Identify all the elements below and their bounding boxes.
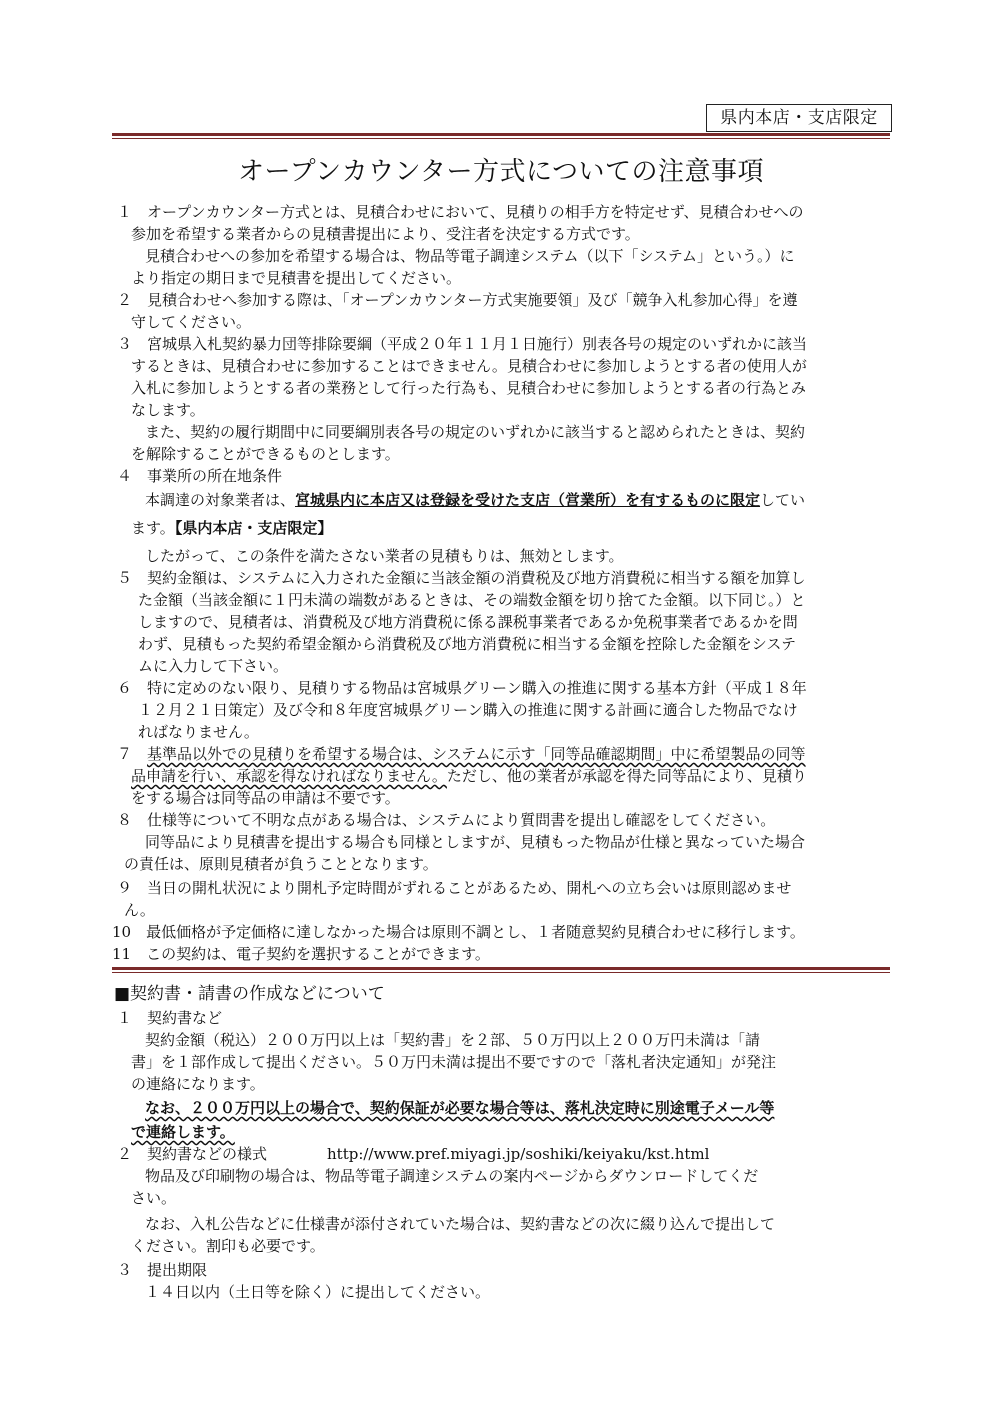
text-line bbox=[117, 1008, 222, 1028]
text-segment: 守してください。 bbox=[131, 313, 252, 331]
emphasized-text: 基準品以外での見積りを希望する場合は、システムに示す「同等品確認期間」中に希望製品の同等 bbox=[147, 745, 806, 763]
text-segment: ただし、他の業者が承認を得た同等品により、見積り bbox=[446, 767, 807, 785]
text-segment: 物品及び印刷物の場合は、物品等電子調達システムの案内ページからダウンロードしてくだ bbox=[145, 1167, 759, 1185]
text-segment: の連絡になります。 bbox=[131, 1075, 265, 1093]
text-segment: したがって、この条件を満たさない業者の見積もりは、無効とします。 bbox=[145, 547, 624, 565]
text-line bbox=[117, 202, 804, 222]
text-segment: の責任は、原則見積者が負うこととなります。 bbox=[124, 855, 438, 873]
text-line bbox=[117, 810, 775, 830]
text-line bbox=[117, 466, 282, 486]
text-segment: １２月２１日策定）及び令和８年度宮城県グリーン購入の推進に関する計画に適合した物品でなけ bbox=[138, 701, 798, 719]
text-segment: 見積合わせへの参加を希望する場合は、物品等電子調達システム（以下「システム」という。）に bbox=[145, 247, 795, 265]
text-line bbox=[131, 1236, 325, 1256]
text-line bbox=[117, 568, 806, 588]
emphasized-text: 品申請を行い、承認を得なければなりません。 bbox=[131, 767, 447, 785]
text-segment: より指定の期日まで見積書を提出してください。 bbox=[131, 269, 462, 287]
section-rule bbox=[112, 967, 890, 973]
text-line bbox=[145, 546, 624, 566]
text-segment: た金額（当該金額に１円未満の端数があるときは、その端数金額を切り捨てた金額。以下同じ。）と bbox=[138, 591, 806, 609]
text-segment: をする場合は同等品の申請は不要です。 bbox=[131, 789, 400, 807]
text-segment: ３ 提出期限 bbox=[117, 1261, 208, 1279]
text-line bbox=[131, 312, 251, 332]
text-line bbox=[145, 1166, 758, 1186]
text-segment: ９ 当日の開札状況により開札予定時間がずれることがあるため、開札への立ち会いは原則認めませ bbox=[117, 879, 792, 897]
text-line bbox=[131, 378, 806, 398]
text-line bbox=[117, 678, 807, 698]
text-segment: ください。割印も必要です。 bbox=[131, 1237, 325, 1255]
page-title: オープンカウンター方式についての注意事項 bbox=[237, 157, 765, 187]
text-line bbox=[131, 1122, 235, 1142]
text-segment: 契約金額（税込）２００万円以上は「契約書」を２部、５０万円以上２００万円未満は「請 bbox=[145, 1031, 761, 1049]
text-segment: 同等品により見積書を提出する場合も同様としますが、見積もった物品が仕様と異なっていた場合 bbox=[145, 833, 806, 851]
text-segment: ２ 見積合わせへ参加する際は、「オープンカウンター方式実施要領」及び「競争入札参加心得」を遵 bbox=[117, 291, 798, 309]
text-line bbox=[131, 444, 400, 464]
text-line bbox=[131, 224, 640, 244]
section-heading bbox=[114, 984, 385, 1004]
region-restriction-tag: 県内本店・支店限定 bbox=[706, 104, 892, 132]
text-segment: ます。 bbox=[131, 519, 175, 537]
text-line bbox=[117, 334, 807, 354]
header-rule bbox=[112, 133, 890, 139]
text-line bbox=[131, 766, 807, 786]
text-segment: わず、見積もった契約希望金額から消費税及び地方消費税に相当する金額を控除した金額をシステ bbox=[138, 635, 797, 653]
text-segment: 11 この契約は、電子契約を選択することができます。 bbox=[112, 945, 490, 963]
text-line bbox=[145, 246, 795, 266]
text-line bbox=[138, 634, 796, 654]
text-line bbox=[145, 1282, 490, 1302]
text-segment: ２ 契約書などの様式 http://www.pref.miyagi.jp/soshiki/keiyaku/kst.html bbox=[117, 1145, 710, 1163]
text-line bbox=[117, 290, 798, 310]
text-line bbox=[124, 900, 155, 920]
text-line bbox=[131, 788, 400, 808]
text-segment: 入札に参加しようとする者の業務として行った行為も、見積合わせに参加しようとする者の行為とみ bbox=[131, 379, 807, 397]
text-segment: １ 契約書など bbox=[117, 1009, 223, 1027]
emphasized-text: なお、２００万円以上の場合で、契約保証が必要な場合等は、落札決定時に別途電子メール等 bbox=[145, 1099, 775, 1117]
text-segment: ５ 契約金額は、システムに入力された金額に当該金額の消費税及び地方消費税に相当する額を加算し bbox=[117, 569, 806, 587]
text-segment: ３ 宮城県入札契約暴力団等排除要綱（平成２０年１１月１日施行）別表各号の規定のいずれかに該当 bbox=[117, 335, 808, 353]
text-segment: １ オープンカウンター方式とは、見積合わせにおいて、見積りの相手方を特定せず、見積合わせへの bbox=[117, 203, 804, 221]
text-segment: １４日以内（土日等を除く）に提出してください。 bbox=[145, 1283, 491, 1301]
text-segment: また、契約の履行期間中に同要綱別表各号の規定のいずれかに該当すると認められたときは、契約 bbox=[145, 423, 806, 441]
text-segment: 参加を希望する業者からの見積書提出により、受注者を決定する方式です。 bbox=[131, 225, 640, 243]
text-line bbox=[138, 612, 798, 632]
text-segment: 本調達の対象業者は、 bbox=[145, 491, 296, 509]
text-line bbox=[145, 1098, 774, 1118]
text-line bbox=[112, 944, 490, 964]
text-line bbox=[145, 832, 805, 852]
text-line bbox=[117, 744, 806, 764]
text-segment: ムに入力して下さい。 bbox=[138, 657, 289, 675]
text-segment: なします。 bbox=[131, 401, 205, 419]
text-line bbox=[131, 400, 205, 420]
text-segment: するときは、見積合わせに参加することはできません。見積合わせに参加しようとする者の使用人が bbox=[131, 357, 807, 375]
text-segment: しますので、見積者は、消費税及び地方消費税に係る課税事業者であるか免税事業者であるかを問 bbox=[138, 613, 798, 631]
emphasized-text: 【県内本店・支店限定】 bbox=[174, 519, 333, 537]
text-segment: ればなりません。 bbox=[138, 723, 259, 741]
text-line bbox=[117, 1144, 709, 1164]
text-line bbox=[131, 1188, 176, 1208]
text-segment: ７ bbox=[117, 745, 148, 763]
text-line bbox=[124, 854, 438, 874]
text-line bbox=[145, 422, 805, 442]
text-segment: ４ 事業所の所在地条件 bbox=[117, 467, 283, 485]
text-segment: ■契約書・請書の作成などについて bbox=[114, 984, 385, 1004]
text-line bbox=[131, 1052, 776, 1072]
text-line bbox=[138, 590, 806, 610]
text-line bbox=[145, 1030, 760, 1050]
text-segment: を解除することができるものとします。 bbox=[131, 445, 400, 463]
text-line bbox=[117, 1260, 207, 1280]
emphasized-text: 宮城県内に本店又は登録を受けた支店（営業所）を有するものに限定 bbox=[295, 491, 761, 509]
text-segment: 書」を１部作成して提出ください。５０万円未満は提出不要ですので「落札者決定通知」が発注 bbox=[131, 1053, 777, 1071]
text-line bbox=[138, 700, 798, 720]
text-segment: ８ 仕様等について不明な点がある場合は、システムにより質問書を提出し確認をしてください。 bbox=[117, 811, 776, 829]
emphasized-text: で連絡します。 bbox=[131, 1123, 235, 1141]
text-segment: してい bbox=[760, 491, 806, 509]
text-line bbox=[131, 268, 461, 288]
text-segment: ６ 特に定めのない限り、見積りする物品は宮城県グリーン購入の推進に関する基本方針（平成１８年 bbox=[117, 679, 807, 697]
text-segment: 10 最低価格が予定価格に達しなかった場合は原則不調とし、１者随意契約見積合わせに移行します。 bbox=[112, 923, 805, 941]
text-segment: さい。 bbox=[131, 1189, 177, 1207]
text-line bbox=[145, 490, 805, 510]
text-line bbox=[131, 518, 332, 538]
text-segment: ん。 bbox=[124, 901, 155, 919]
text-line bbox=[112, 922, 805, 942]
text-line bbox=[138, 722, 259, 742]
text-line bbox=[131, 356, 807, 376]
text-line bbox=[131, 1074, 265, 1094]
text-line bbox=[138, 656, 288, 676]
text-line bbox=[145, 1214, 775, 1234]
text-segment: なお、入札公告などに仕様書が添付されていた場合は、契約書などの次に綴り込んで提出して bbox=[145, 1215, 776, 1233]
text-line bbox=[117, 878, 791, 898]
